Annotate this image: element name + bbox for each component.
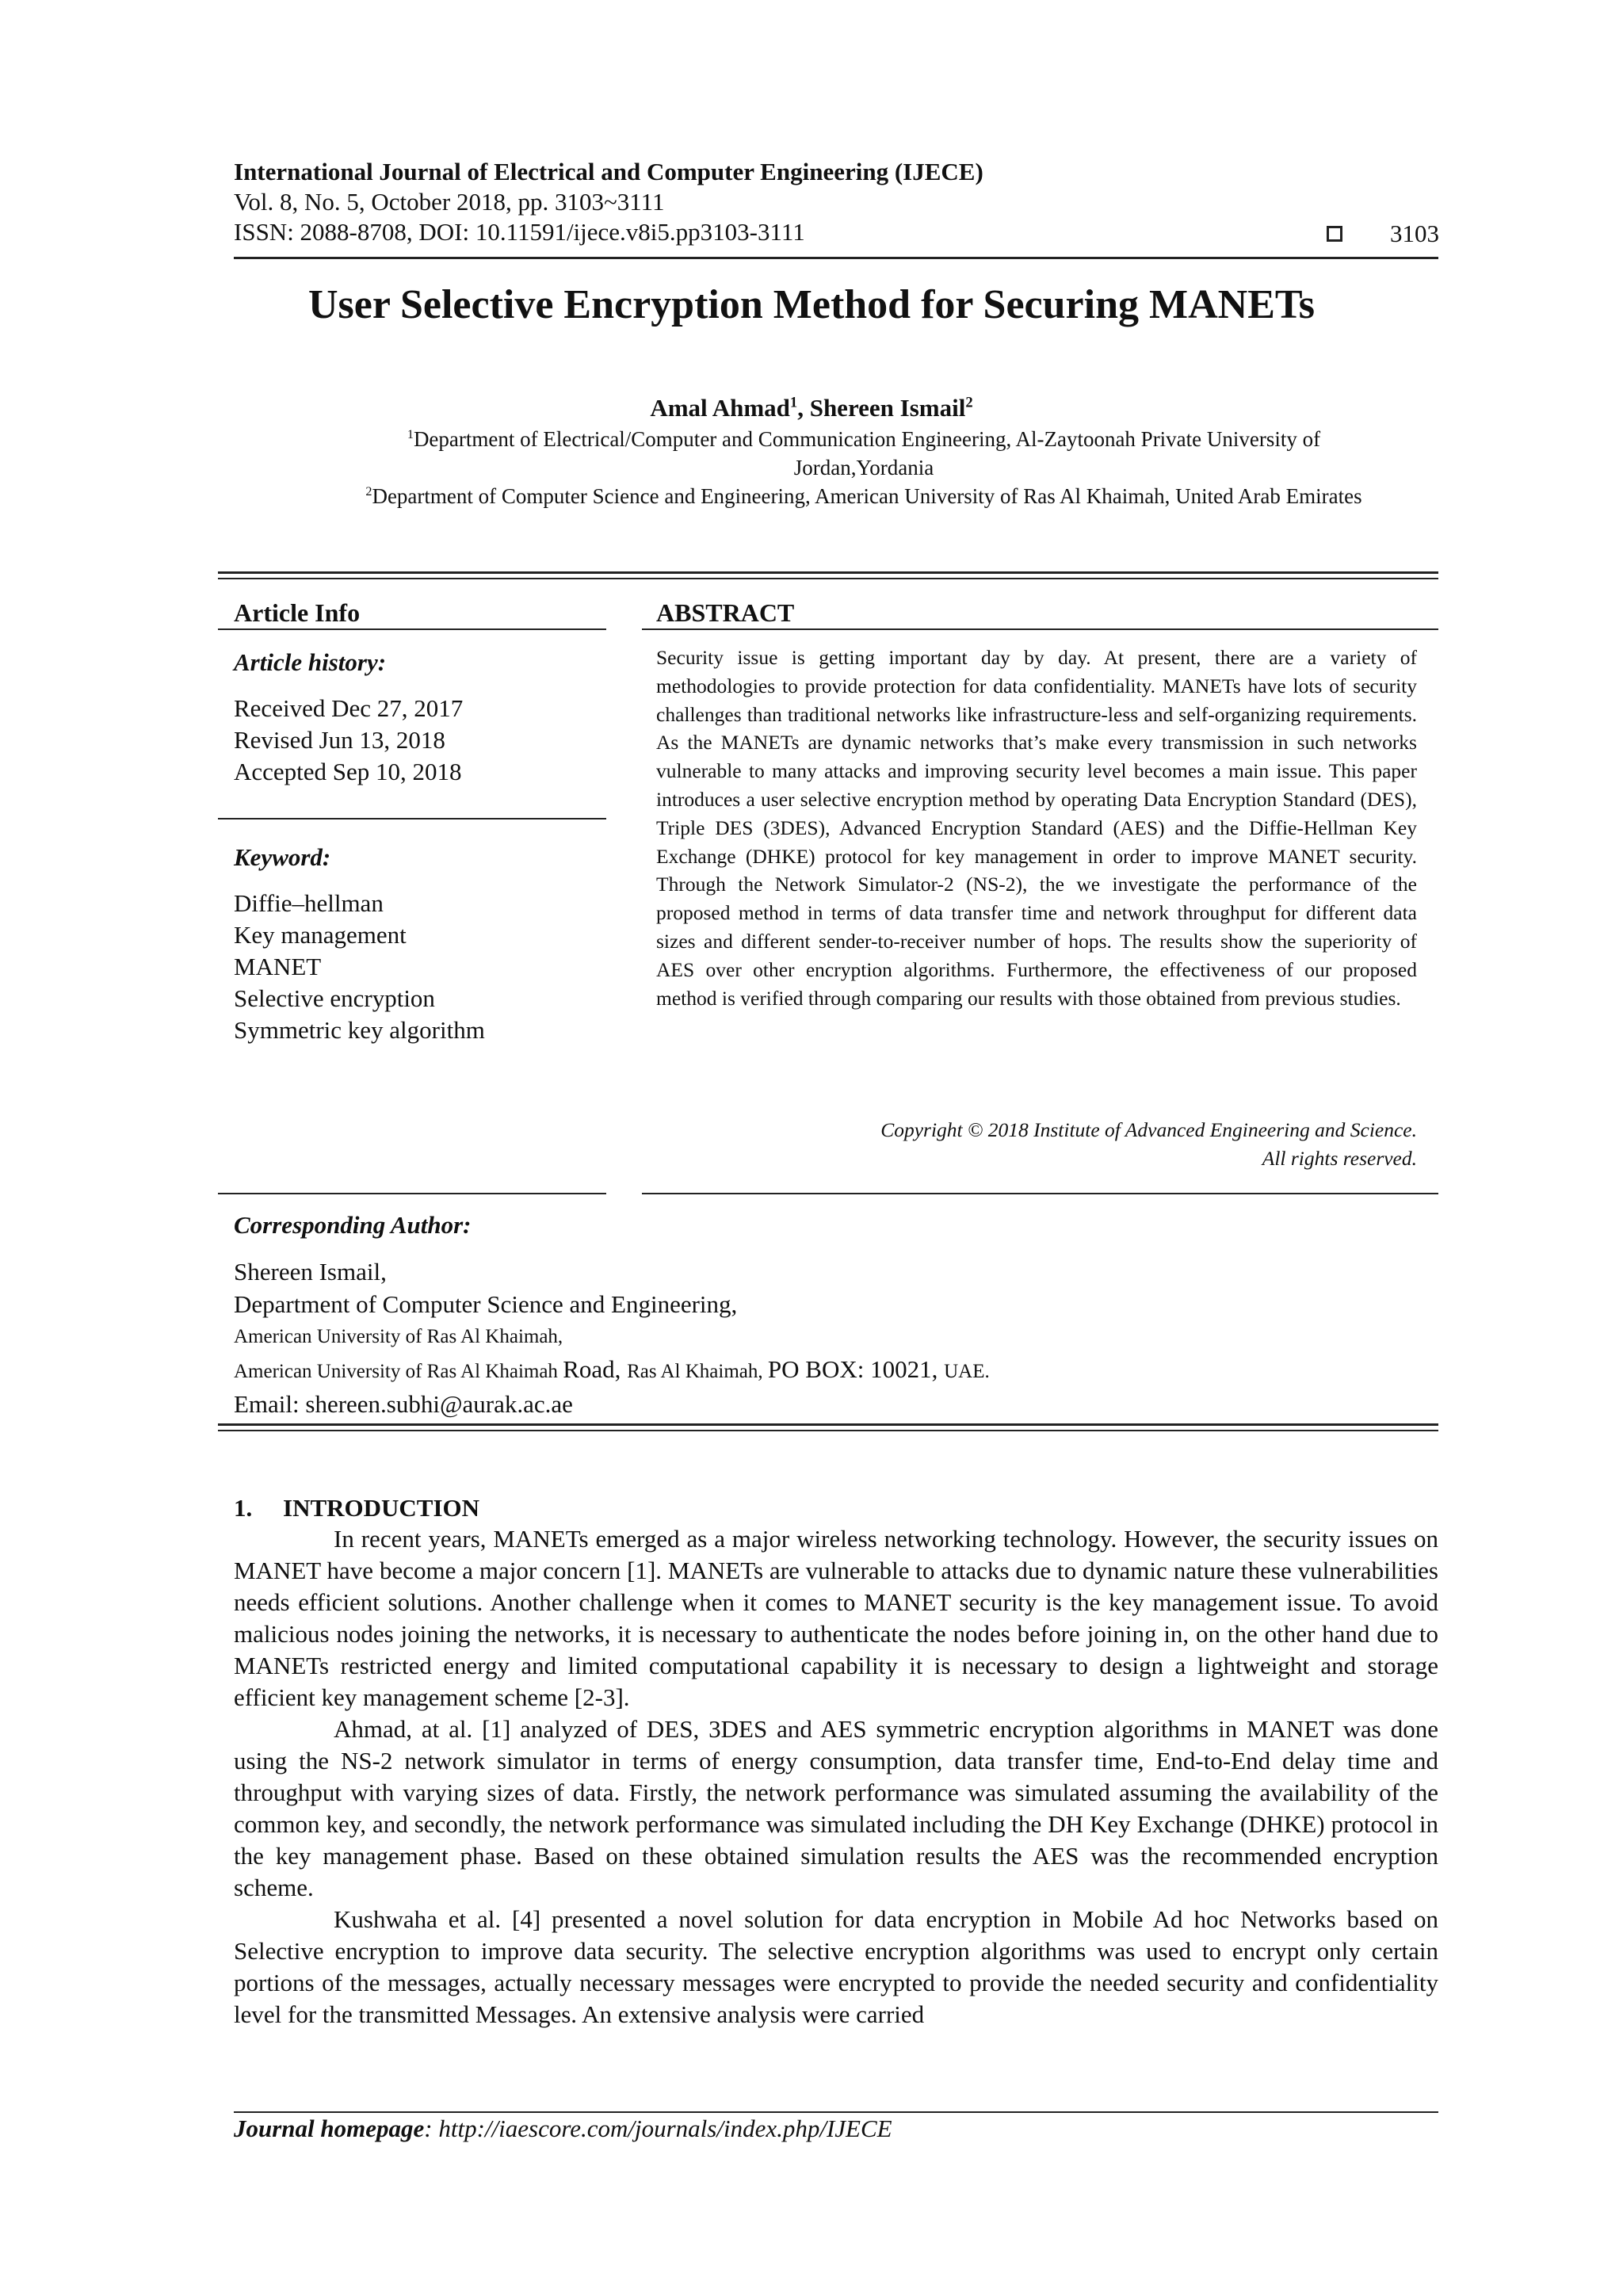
corresponding-author-block: [234, 1255, 990, 1420]
keyword-item: Selective encryption: [234, 984, 435, 1012]
copyright-line: Copyright © 2018 Institute of Advanced Engineering and Science.: [880, 1118, 1417, 1141]
copyright-notice: [656, 1116, 1417, 1173]
paragraph: Kushwaha et al. [4] presented a novel solution for data encryption in Mobile Ad hoc Networks based on Selective encryption to improve data security. The selective encryption algorithms was used to encrypt only certain portions of the messages, actually necessary messages were encrypted to provide the needed security and confidentiality level for the transmitted Messages. An extensive analysis were carried: [234, 1905, 1438, 2028]
journal-homepage: [234, 2115, 892, 2143]
footer-divider: [234, 2111, 1438, 2113]
accepted-date: Accepted Sep 10, 2018: [234, 758, 462, 785]
abstract-body: Security issue is getting important day by day. At present, there are a variety of methodologies to provide protection for data confidentiality. MANETs have lots of security challenges than traditional networks like infrastructure-less and self-organizing requirements. As the MANETs are dynamic networks that’s make every transmission in such networks vulnerable to many attacks and improving security level becomes a main issue. This paper introduces a user selective encryption method by operating Data Encryption Standard (DES), Triple DES (3DES), Advanced Encryption Standard (AES) and the Diffie-Hellman Key Exchange (DHKE) protocol for key management in order to improve MANET security. Through the Network Simulator-2 (NS-2), the we investigate the performance of the proposed method in terms of data transfer time and network throughput for different data sizes and different sender-to-receiver number of hops. The results show the superiority of AES over other encryption algorithms. Furthermore, the effectiveness of our proposed method is verified through comparing our results with those obtained from previous studies.: [656, 646, 1417, 1010]
address-part: PO BOX: 10021,: [767, 1355, 945, 1383]
paper-title: User Selective Encryption Method for Securing MANETs: [307, 282, 1316, 327]
checkbox-square-icon: [1327, 226, 1342, 242]
author-sup: 1: [789, 394, 798, 411]
page-number: 3103: [1390, 220, 1439, 247]
section-divider: [218, 1423, 1438, 1426]
author-list: [0, 394, 1623, 422]
keyword-item: Symmetric key algorithm: [234, 1016, 485, 1044]
author-sup: 2: [965, 394, 973, 411]
article-history: [234, 693, 463, 788]
introduction-heading: 1. INTRODUCTION: [234, 1494, 480, 1522]
column-divider: [218, 628, 606, 630]
introduction-body: [234, 1523, 1438, 2030]
column-divider: [218, 1193, 606, 1194]
section-divider: [218, 571, 1438, 574]
keyword-heading: Keyword:: [234, 843, 331, 871]
paragraph: In recent years, MANETs emerged as a major wireless networking technology. However, the security issues on MANET have become a major concern [1]. MANETs are vulnerable to attacks due to dynamic nature these vulnerabilities needs efficient solutions. Another challenge when it comes to MANET security is the key management issue. To avoid malicious nodes joining the networks, it is necessary to authenticate the nodes before joining in, on the other hand due to MANETs restricted energy and limited computational capability it is necessary to design a lightweight and storage efficient key management scheme [2-3].: [234, 1525, 1438, 1711]
address-part: Road,: [563, 1355, 628, 1383]
copyright-line: All rights reserved.: [1262, 1147, 1417, 1170]
address-part: American University of Ras Al Khaimah: [234, 1361, 563, 1382]
affiliation-text: Department of Electrical/Computer and Communication Engineering, Al-Zaytoonah Private University of: [413, 427, 1321, 451]
journal-homepage-link[interactable]: : http://iaescore.com/journals/index.php/IJECE: [424, 2115, 892, 2142]
footer-label: Journal homepage: [234, 2115, 425, 2142]
author-separator: ,: [797, 394, 810, 422]
address-part: UAE.: [944, 1361, 990, 1382]
journal-header: [234, 157, 1438, 247]
column-divider: [218, 818, 606, 819]
affiliation-text: Jordan,Yordania: [793, 456, 934, 479]
author-name: Amal Ahmad: [650, 394, 790, 422]
article-info-heading: Article Info: [234, 598, 361, 627]
paragraph: Ahmad, at al. [1] analyzed of DES, 3DES and AES symmetric encryption algorithms in MANET was done using the NS-2 network simulator in terms of energy consumption, data transfer time, End-to-End delay time and throughput with varying sizes of data. Firstly, the network performance was simulated assuming the availability of the common key, and secondly, the network performance was simulated including the DH Key Exchange (DHKE) protocol in the key management phase. Based on these obtained simulation results the AES was the recommended encryption scheme.: [234, 1715, 1438, 1901]
address-part: Ras Al Khaimah,: [627, 1361, 768, 1382]
header-page-marker: [1327, 219, 1439, 249]
article-history-heading: Article history:: [234, 648, 387, 676]
department: Department of Computer Science and Engineering,: [234, 1290, 738, 1318]
section-divider: [218, 578, 1438, 579]
column-divider: [642, 1193, 1438, 1194]
section-divider: [218, 1430, 1438, 1431]
email: Email: shereen.subhi@aurak.ac.ae: [234, 1390, 573, 1418]
affiliation-text: Department of Computer Science and Engineering, American University of Ras Al Khaimah, United Arab Emirates: [372, 484, 1362, 508]
revised-date: Revised Jun 13, 2018: [234, 726, 445, 754]
affiliation-1: [158, 425, 1569, 482]
affiliation-sup: 2: [365, 484, 372, 499]
affiliation-2: [158, 482, 1569, 510]
journal-volume: Vol. 8, No. 5, October 2018, pp. 3103~3111: [234, 188, 665, 216]
abstract-heading: ABSTRACT: [656, 598, 795, 627]
keyword-item: Diffie–hellman: [234, 889, 384, 917]
column-divider: [642, 628, 1438, 630]
author-name: Shereen Ismail: [809, 394, 966, 422]
keyword-list: [234, 888, 485, 1046]
header-divider: [234, 257, 1438, 259]
university: American University of Ras Al Khaimah,: [234, 1326, 563, 1347]
keyword-item: MANET: [234, 953, 322, 980]
corresponding-author-heading: Corresponding Author:: [234, 1211, 472, 1239]
address: [234, 1353, 990, 1388]
journal-name: International Journal of Electrical and Computer Engineering (IJECE): [234, 158, 983, 185]
journal-issn-doi: ISSN: 2088-8708, DOI: 10.11591/ijece.v8i5.pp3103-3111: [234, 218, 805, 246]
affiliation-sup: 1: [407, 427, 414, 441]
author-name: Shereen Ismail,: [234, 1258, 387, 1286]
received-date: Received Dec 27, 2017: [234, 694, 464, 722]
keyword-item: Key management: [234, 921, 407, 949]
